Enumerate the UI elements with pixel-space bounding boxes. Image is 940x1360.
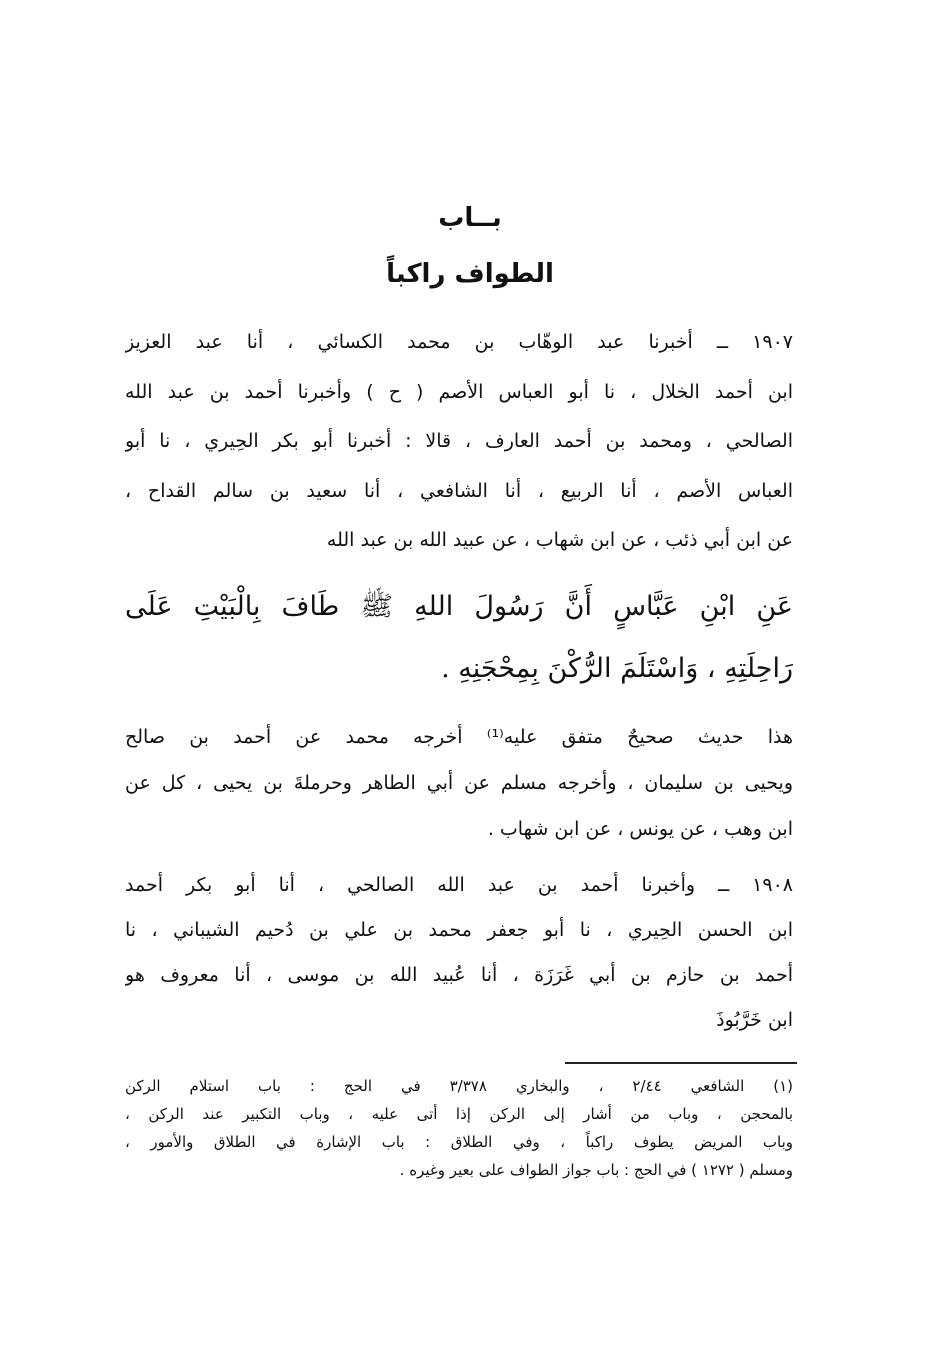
text-line: أحمد بن حازم بن أبي غَرَزَة ، أنا عُبيد الله بن موسى ، أنا معروف هو: [125, 964, 793, 986]
text-line: ابن أحمد الخلال ، نا أبو العباس الأصم ( ح ) وأخبرنا أحمد بن عبد الله: [125, 380, 793, 403]
text-line: العباس الأصم ، أنا الربيع ، أنا الشافعي ، أنا سعيد بن سالم القداح ،: [125, 479, 793, 502]
chapter-title: الطواف راكباً: [386, 259, 554, 289]
text-line: ١٩٠٧ ــ أخبرنا عبد الوهّاب بن محمد الكسائي ، أنا عبد العزيز: [125, 331, 793, 353]
text-line: ١٩٠٨ ــ وأخبرنا أحمد بن عبد الله الصالحي ، أنا أبو بكر أحمد: [125, 874, 793, 896]
text-line: ويحيى بن سليمان ، وأخرجه مسلم عن أبي الطاهر وحرملةَ بن يحيى ، كل عن: [125, 772, 793, 794]
hadith-1907-takhrij: [125, 714, 793, 852]
text-line: هذا حديث صحيحٌ متفق عليه⁽¹⁾ أخرجه محمد عن أحمد بن صالح: [125, 726, 793, 748]
text-line: رَاحِلَتِهِ ، وَاسْتَلَمَ الرُّكْنَ بِمِحْجَنِهِ .: [441, 653, 793, 684]
text-line: الصالحي ، ومحمد بن أحمد العارف ، قالا : أخبرنا أبو بكر الحِيري ، نا أبو: [125, 430, 793, 452]
text-line: عَنِ ابْنِ عَبَّاسٍ أَنَّ رَسُولَ اللهِ ﷺ طَافَ بِالْبَيْتِ عَلَى: [125, 591, 793, 622]
footnote-line: بالمحجن ، وباب من أشار إلى الركن إذا أتى عليه ، وباب التكبير عند الركن ،: [125, 1105, 793, 1123]
chapter-label: بــاب: [438, 203, 502, 233]
text-line: ابن خَرَّبُوذَ: [716, 1009, 793, 1031]
text-line: ابن الحسن الحِيري ، نا أبو جعفر محمد بن علي بن دُحيم الشيباني ، نا: [125, 919, 793, 941]
footnote-line: (١) الشافعي ٢/٤٤ ، والبخاري ٣/٣٧٨ في الحج : باب استلام الركن: [125, 1077, 793, 1095]
footnote-line: وباب المريض يطوف راكباً ، وفي الطلاق : باب الإشارة في الطلاق والأمور ،: [125, 1133, 793, 1151]
footnote-separator: [565, 1062, 797, 1064]
hadith-1907-matn: [125, 576, 793, 700]
footnote: [125, 1072, 793, 1184]
footnote-line: ومسلم ( ١٢٧٢ ) في الحج : باب جواز الطواف على بعير وغيره .: [399, 1161, 793, 1179]
text-line: عن ابن أبي ذئب ، عن ابن شهاب ، عن عبيد الله بن عبد الله: [326, 529, 793, 551]
hadith-1907-isnad: [125, 318, 793, 566]
text-line: ابن وهب ، عن يونس ، عن ابن شهاب .: [487, 818, 793, 840]
hadith-1908-isnad: [125, 863, 793, 1043]
